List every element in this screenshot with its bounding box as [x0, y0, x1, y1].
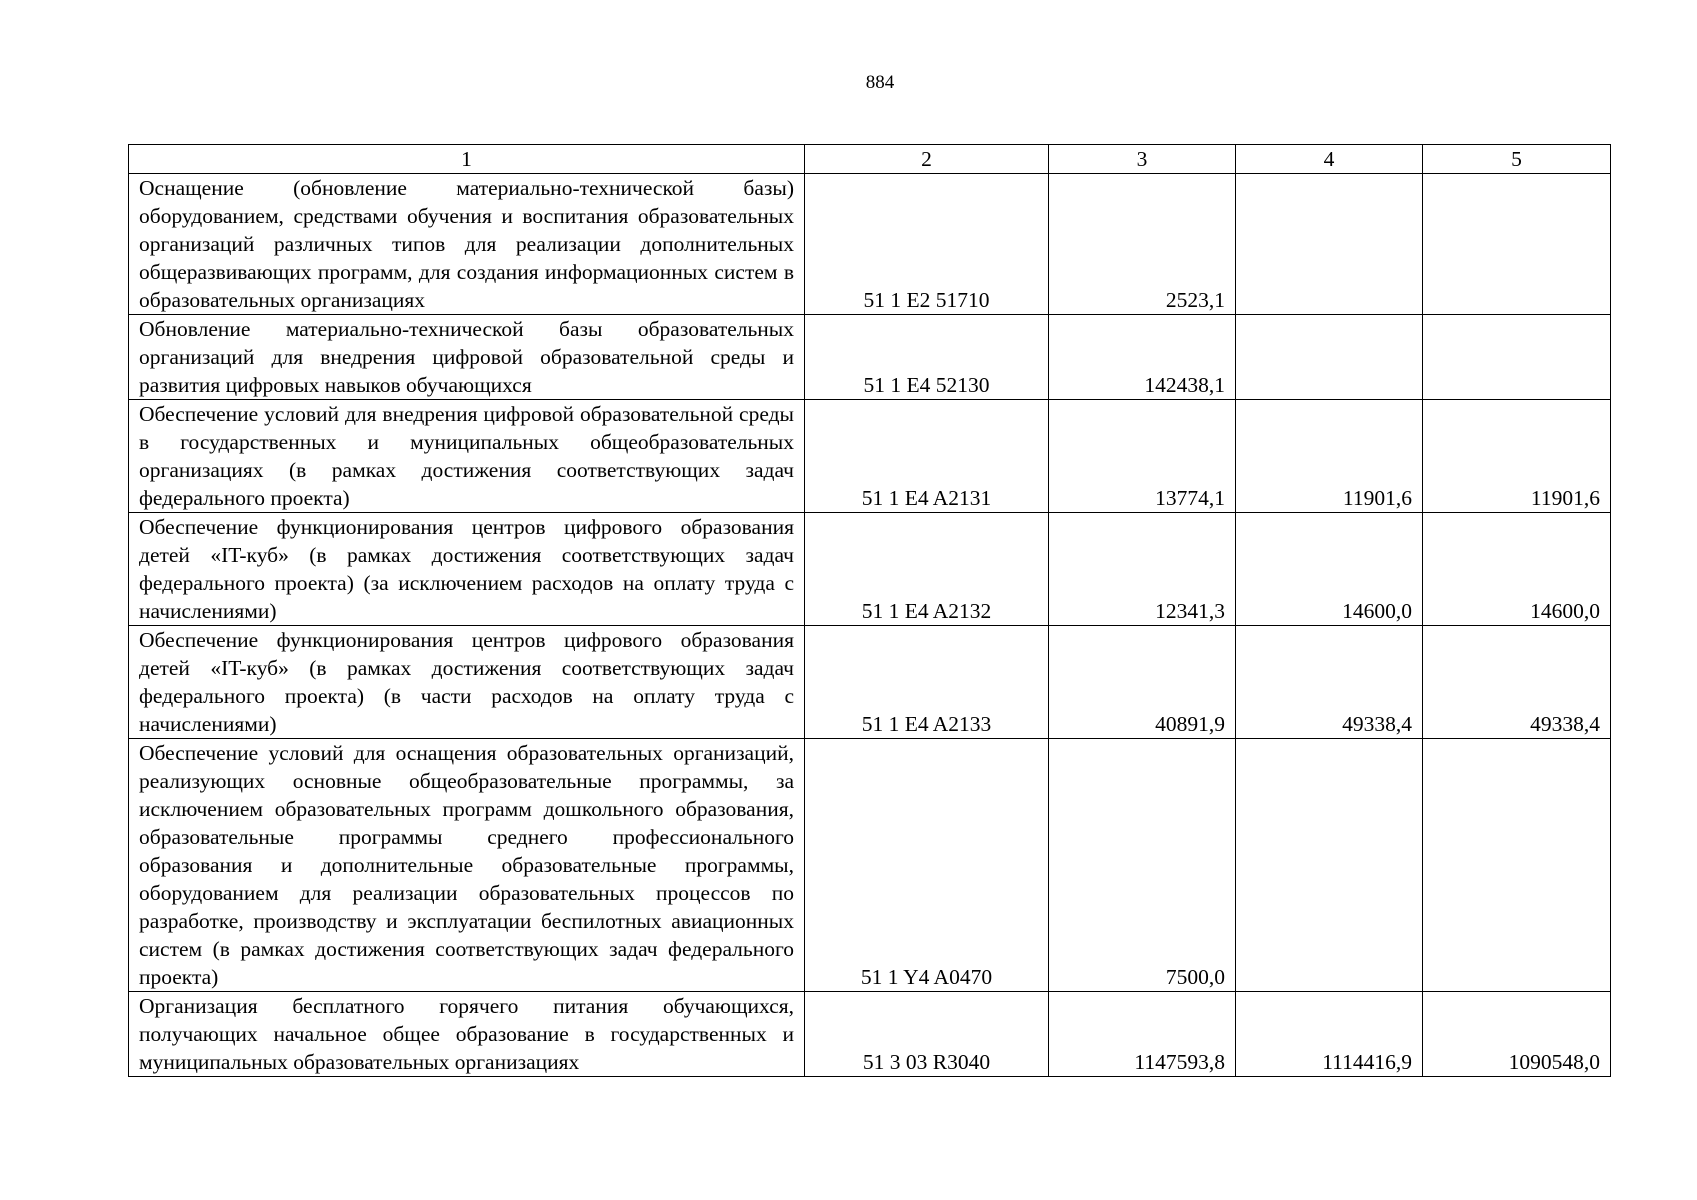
row-value-col5: 49338,4 [1423, 626, 1611, 739]
column-header-2: 2 [805, 145, 1049, 174]
row-code: 51 1 E4 A2132 [805, 513, 1049, 626]
row-code: 51 1 E4 A2133 [805, 626, 1049, 739]
row-value-col4: 49338,4 [1236, 626, 1423, 739]
row-value-col5 [1423, 174, 1611, 315]
row-code: 51 1 Y4 A0470 [805, 739, 1049, 992]
row-description: Обеспечение функционирования центров цифрового образования детей «IT-куб» (в рамках достижения соответствующих задач федерального проекта) (в части расходов на оплату труда с начислениями) [129, 626, 805, 739]
row-value-col3: 13774,1 [1049, 400, 1236, 513]
row-value-col3: 142438,1 [1049, 315, 1236, 400]
row-value-col4: 11901,6 [1236, 400, 1423, 513]
row-value-col5: 14600,0 [1423, 513, 1611, 626]
page-number: 884 [865, 72, 895, 93]
table-row [129, 739, 1611, 992]
row-code: 51 1 E2 51710 [805, 174, 1049, 315]
column-header-4: 4 [1236, 145, 1423, 174]
row-description: Организация бесплатного горячего питания обучающихся, получающих начальное общее образование в государственных и муниципальных образовательных организациях [129, 992, 805, 1077]
row-code: 51 3 03 R3040 [805, 992, 1049, 1077]
row-code: 51 1 E4 A2131 [805, 400, 1049, 513]
row-description: Обеспечение условий для оснащения образовательных организаций, реализующих основные общеобразовательные программы, за исключением образовательных программ дошкольного образования, образовательные программы среднего профессионального образования и дополнительные образовательные программы, оборудованием для реализации образовательных процессов по разработке, производству и эксплуатации беспилотных авиационных систем (в рамках достижения соответствующих задач федерального проекта) [129, 739, 805, 992]
table-row [129, 513, 1611, 626]
budget-table [128, 144, 1611, 1077]
row-value-col3: 1147593,8 [1049, 992, 1236, 1077]
row-value-col3: 2523,1 [1049, 174, 1236, 315]
row-value-col4 [1236, 315, 1423, 400]
row-value-col5: 11901,6 [1423, 400, 1611, 513]
column-header-3: 3 [1049, 145, 1236, 174]
table-row [129, 315, 1611, 400]
row-description: Обеспечение условий для внедрения цифровой образовательной среды в государственных и муниципальных общеобразовательных организациях (в рамках достижения соответствующих задач федерального проекта) [129, 400, 805, 513]
table-row [129, 400, 1611, 513]
column-header-5: 5 [1423, 145, 1611, 174]
row-description: Обеспечение функционирования центров цифрового образования детей «IT-куб» (в рамках достижения соответствующих задач федерального проекта) (за исключением расходов на оплату труда с начислениями) [129, 513, 805, 626]
row-value-col5 [1423, 315, 1611, 400]
table-row [129, 626, 1611, 739]
row-value-col3: 40891,9 [1049, 626, 1236, 739]
row-code: 51 1 E4 52130 [805, 315, 1049, 400]
table-header-row [129, 145, 1611, 174]
row-value-col3: 7500,0 [1049, 739, 1236, 992]
row-value-col4: 1114416,9 [1236, 992, 1423, 1077]
table-row [129, 992, 1611, 1077]
row-description: Оснащение (обновление материально-технической базы) оборудованием, средствами обучения и воспитания образовательных организаций различных типов для реализации дополнительных общеразвивающих программ, для создания информационных систем в образовательных организациях [129, 174, 805, 315]
row-value-col5 [1423, 739, 1611, 992]
row-value-col5: 1090548,0 [1423, 992, 1611, 1077]
column-header-1: 1 [129, 145, 805, 174]
table-row [129, 174, 1611, 315]
row-value-col4 [1236, 739, 1423, 992]
row-description: Обновление материально-технической базы образовательных организаций для внедрения цифровой образовательной среды и развития цифровых навыков обучающихся [129, 315, 805, 400]
row-value-col4 [1236, 174, 1423, 315]
row-value-col3: 12341,3 [1049, 513, 1236, 626]
row-value-col4: 14600,0 [1236, 513, 1423, 626]
